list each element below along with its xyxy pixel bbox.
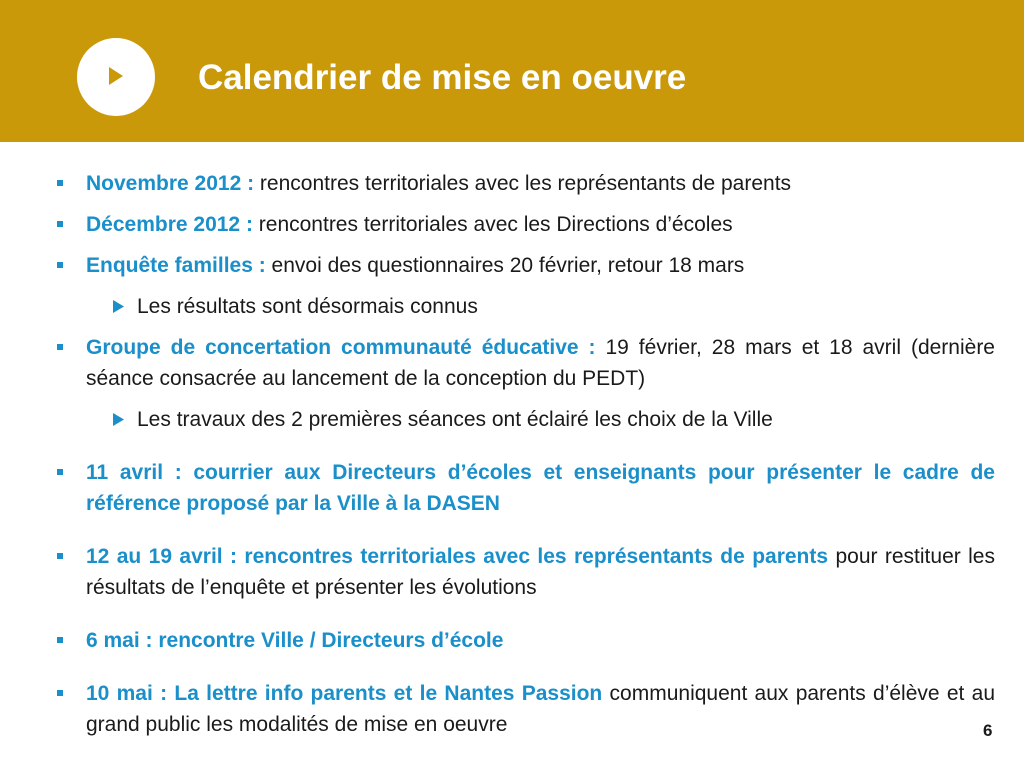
list-item [57,625,995,656]
square-bullet-icon [57,180,63,186]
item-text: pour restituer les résultats de l’enquête et présenter les évolutions [86,545,995,599]
item-label: Décembre 2012 : [86,213,253,236]
square-bullet-icon [57,262,63,268]
square-bullet-icon [57,637,63,643]
item-label: 6 mai : rencontre Ville / Directeurs d’école [86,629,504,652]
list-item [57,457,995,519]
list-item [57,209,995,240]
sub-item-text: Les travaux des 2 premières séances ont éclairé les choix de la Ville [137,408,773,431]
square-bullet-icon [57,221,63,227]
page-number: 6 [983,721,993,740]
list-item [57,332,995,394]
sub-item [57,291,995,322]
item-label: Enquête familles : [86,254,266,277]
item-text: 19 février, 28 mars et 18 avril (dernière séance consacrée au lancement de la conception du PEDT) [86,336,995,390]
item-text: communiquent aux parents d’élève et au grand public les modalités de mise en oeuvre [86,682,995,736]
item-text: envoi des questionnaires 20 février, retour 18 mars [265,254,745,277]
header-band [0,0,1024,142]
item-text: rencontres territoriales avec les Directions d’écoles [252,213,733,236]
square-bullet-icon [57,344,63,350]
square-bullet-icon [57,690,63,696]
list-item [57,168,995,199]
square-bullet-icon [57,469,63,475]
item-label: Groupe de concertation communauté éducative : [86,336,596,359]
square-bullet-icon [57,553,63,559]
triangle-bullet-icon [113,300,124,313]
item-label: 10 mai : La lettre info parents et le Nantes Passion [86,682,603,705]
sub-item-text: Les résultats sont désormais connus [137,295,478,318]
list-item [57,250,995,281]
item-label: 12 au 19 avril : rencontres territoriales avec les représentants de parents [86,545,829,568]
slide-content [57,168,995,740]
slide-title: Calendrier de mise en oeuvre [198,58,687,97]
item-label: Novembre 2012 : [86,172,255,195]
item-text: rencontres territoriales avec les représentants de parents [254,172,792,195]
logo-circle [77,38,155,116]
item-label: 11 avril : courrier aux Directeurs d’écoles et enseignants pour présenter le cadre de référence proposé par la Ville à la DASEN [86,461,995,515]
list-item [57,678,995,740]
triangle-bullet-icon [113,413,124,426]
sub-item [57,404,995,435]
list-item [57,541,995,603]
play-icon [107,65,125,87]
